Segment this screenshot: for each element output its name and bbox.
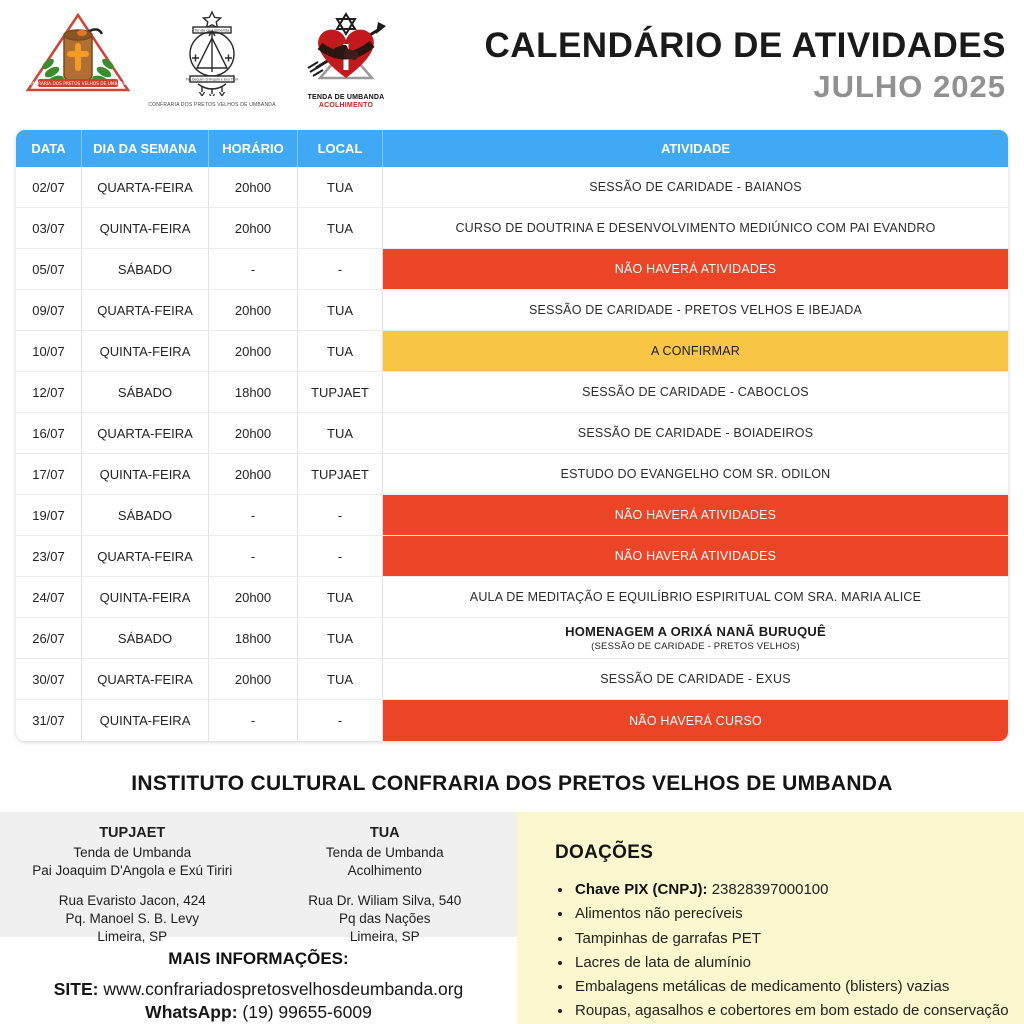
institute-title: INSTITUTO CULTURAL CONFRARIA DOS PRETOS VELHOS DE UMBANDA <box>131 772 893 795</box>
location-cell: TUA <box>298 331 383 372</box>
location-cell: TUPJAET <box>298 372 383 413</box>
table-row <box>16 372 1008 413</box>
weekday-cell: SÁBADO <box>82 372 209 413</box>
header <box>0 0 1024 118</box>
whatsapp-label: WhatsApp: <box>145 1002 238 1022</box>
date-cell: 30/07 <box>16 659 82 700</box>
weekday-cell: QUARTA-FEIRA <box>82 167 209 208</box>
date-cell: 16/07 <box>16 413 82 454</box>
location-cell: TUA <box>298 577 383 618</box>
time-cell: 20h00 <box>209 454 298 495</box>
venue-abbr: TUA <box>369 825 400 841</box>
table-row <box>16 618 1008 659</box>
activity-cell: SESSÃO DE CARIDADE - PRETOS VELHOS E IBEJADA <box>383 290 1008 331</box>
location-cell: - <box>298 536 383 577</box>
donation-item: • Lacres de lata de alumínio <box>573 951 1024 974</box>
date-cell: 12/07 <box>16 372 82 413</box>
page-subtitle: JULHO 2025 <box>813 68 1006 104</box>
table-row <box>16 208 1008 249</box>
date-cell: 09/07 <box>16 290 82 331</box>
date-cell: 10/07 <box>16 331 82 372</box>
donation-item: • Embalagens metálicas de medicamento (blisters) vazias <box>573 975 1024 998</box>
date-cell: 02/07 <box>16 167 82 208</box>
location-cell: TUA <box>298 618 383 659</box>
time-cell: 20h00 <box>209 577 298 618</box>
triangle-stump-icon <box>18 10 138 107</box>
date-cell: 17/07 <box>16 454 82 495</box>
table-row <box>16 495 1008 536</box>
date-cell: 03/07 <box>16 208 82 249</box>
date-cell: 05/07 <box>16 249 82 290</box>
weekday-cell: SÁBADO <box>82 618 209 659</box>
venue-line1: Tenda de Umbanda <box>73 844 192 860</box>
location-cell: TUA <box>298 413 383 454</box>
time-cell: 20h00 <box>209 659 298 700</box>
date-cell: 31/07 <box>16 700 82 741</box>
table-row <box>16 167 1008 208</box>
table-row <box>16 659 1008 700</box>
weekday-cell: QUARTA-FEIRA <box>82 290 209 331</box>
column-header-local: LOCAL <box>298 130 383 167</box>
venue-line2: Acolhimento <box>347 862 422 878</box>
column-header-atividade: ATIVIDADE <box>660 141 731 156</box>
location-cell: - <box>298 700 383 741</box>
venue-address2: Pq. Manoel S. B. Levy <box>65 911 200 927</box>
weekday-cell: SÁBADO <box>82 495 209 536</box>
weekday-cell: QUARTA-FEIRA <box>82 536 209 577</box>
donation-item: • Roupas, agasalhos e cobertores em bom estado de conservação <box>573 999 1024 1022</box>
ponto-banner-top: Tenda de Umbanda <box>194 28 230 33</box>
venue-address1: Rua Dr. Wiliam Silva, 540 <box>308 893 462 908</box>
time-cell: - <box>209 249 298 290</box>
venue-line2: Pai Joaquim D'Angola e Exú Tiriri <box>32 862 233 878</box>
time-cell: - <box>209 536 298 577</box>
weekday-cell: QUINTA-FEIRA <box>82 454 209 495</box>
ponto-riscado-icon <box>152 10 272 101</box>
site-label: SITE: <box>53 979 99 999</box>
venue-abbr: TUPJAET <box>99 825 166 841</box>
schedule-table-body <box>16 167 1008 741</box>
table-row <box>16 536 1008 577</box>
weekday-cell: QUINTA-FEIRA <box>82 208 209 249</box>
date-cell: 26/07 <box>16 618 82 659</box>
activity-cell: SESSÃO DE CARIDADE - BAIANOS <box>383 167 1008 208</box>
location-cell: TUA <box>298 659 383 700</box>
donations-heading: DOAÇÕES <box>555 842 654 863</box>
page-title: CALENDÁRIO DE ATIVIDADES <box>484 26 1006 65</box>
table-row <box>16 413 1008 454</box>
time-cell: - <box>209 495 298 536</box>
activity-cell: HOMENAGEM A ORIXÁ NANÃ BURUQUÊ (SESSÃO DE CARIDADE - PRETOS VELHOS) <box>383 618 1008 659</box>
weekday-cell: QUARTA-FEIRA <box>82 659 209 700</box>
donations-panel <box>517 812 1024 1024</box>
tenda-acolhimento-logo <box>282 10 410 109</box>
more-info-panel <box>0 937 517 1024</box>
table-header-row <box>16 130 1008 167</box>
column-header-data: DATA <box>16 130 82 167</box>
venues-panel <box>0 812 517 945</box>
activity-cell: SESSÃO DE CARIDADE - BOIADEIROS <box>383 413 1008 454</box>
time-cell: 20h00 <box>209 208 298 249</box>
whatsapp-line <box>0 1002 517 1023</box>
date-cell: 23/07 <box>16 536 82 577</box>
date-cell: 19/07 <box>16 495 82 536</box>
column-header-dia: DIA DA SEMANA <box>82 130 209 167</box>
location-cell: TUA <box>298 208 383 249</box>
activity-cell: A CONFIRMAR <box>383 331 1008 372</box>
activity-subtext: (SESSÃO DE CARIDADE - PRETOS VELHOS) <box>591 641 800 652</box>
confraria-triangle-logo <box>14 10 142 107</box>
weekday-cell: QUARTA-FEIRA <box>82 413 209 454</box>
table-row <box>16 577 1008 618</box>
time-cell: 18h00 <box>209 618 298 659</box>
table-row <box>16 249 1008 290</box>
title-block <box>485 10 1006 105</box>
time-cell: 20h00 <box>209 167 298 208</box>
location-cell: TUA <box>298 290 383 331</box>
table-row <box>16 700 1008 741</box>
site-url: www.confrariadospretosvelhosdeumbanda.org <box>103 979 464 999</box>
whatsapp-number: (19) 99655-6009 <box>242 1002 372 1022</box>
venue-tua <box>259 824 512 945</box>
weekday-cell: SÁBADO <box>82 249 209 290</box>
table-row <box>16 454 1008 495</box>
donation-item: • Alimentos não perecíveis <box>573 902 1024 925</box>
activity-cell: NÃO HAVERÁ ATIVIDADES <box>383 536 1008 577</box>
more-info-heading: MAIS INFORMAÇÕES: <box>168 949 349 968</box>
weekday-cell: QUINTA-FEIRA <box>82 700 209 741</box>
location-cell: - <box>298 495 383 536</box>
ponto-banner-bottom: Pai Joaquim D'Angola e Exú Tiriri <box>186 77 238 82</box>
venue-line1: Tenda de Umbanda <box>325 844 444 860</box>
footer <box>0 812 1024 1024</box>
logo-caption: TENDA DE UMBANDA <box>307 94 385 101</box>
activity-cell: CURSO DE DOUTRINA E DESENVOLVIMENTO MEDIÚNICO COM PAI EVANDRO <box>383 208 1008 249</box>
activity-cell: AULA DE MEDITAÇÃO E EQUILÍBRIO ESPIRITUAL COM SRA. MARIA ALICE <box>383 577 1008 618</box>
weekday-cell: QUINTA-FEIRA <box>82 331 209 372</box>
table-row <box>16 290 1008 331</box>
location-cell: - <box>298 249 383 290</box>
activity-cell: NÃO HAVERÁ ATIVIDADES <box>383 249 1008 290</box>
site-line <box>0 979 517 1000</box>
date-cell: 24/07 <box>16 577 82 618</box>
logo-caption: CONFRARIA DOS PRETOS VELHOS DE UMBANDA <box>148 102 276 108</box>
donations-list <box>573 878 1024 1023</box>
activity-cell: NÃO HAVERÁ ATIVIDADES <box>383 495 1008 536</box>
time-cell: 20h00 <box>209 331 298 372</box>
activity-cell: SESSÃO DE CARIDADE - EXUS <box>383 659 1008 700</box>
donation-item: • Tampinhas de garrafas PET <box>573 927 1024 950</box>
activity-cell: SESSÃO DE CARIDADE - CABOCLOS <box>383 372 1008 413</box>
weekday-cell: QUINTA-FEIRA <box>82 577 209 618</box>
time-cell: 20h00 <box>209 413 298 454</box>
footer-left <box>0 812 517 1024</box>
time-cell: 18h00 <box>209 372 298 413</box>
activity-cell: ESTUDO DO EVANGELHO COM SR. ODILON <box>383 454 1008 495</box>
venue-tupjaet <box>6 824 259 945</box>
logo-subcaption: ACOLHIMENTO <box>318 102 374 109</box>
time-cell: - <box>209 700 298 741</box>
heart-arrow-icon <box>286 10 406 93</box>
svg-text:CONFRARIA DOS PRETOS VELHOS DE: CONFRARIA DOS PRETOS VELHOS DE UMBANDA <box>26 82 130 87</box>
location-cell: TUA <box>298 167 383 208</box>
venue-address1: Rua Evaristo Jacon, 424 <box>58 893 206 908</box>
venue-address3: Limeira, SP <box>349 929 420 945</box>
location-cell: TUPJAET <box>298 454 383 495</box>
donation-item: • Chave PIX (CNPJ): 23828397000100 <box>573 878 1024 901</box>
schedule-table <box>16 130 1008 741</box>
activity-cell: NÃO HAVERÁ CURSO <box>383 700 1008 741</box>
time-cell: 20h00 <box>209 290 298 331</box>
venue-address2: Pq das Nações <box>338 911 431 927</box>
table-row <box>16 331 1008 372</box>
venue-address3: Limeira, SP <box>97 929 168 945</box>
logo-group <box>14 10 410 109</box>
column-header-horario: HORÁRIO <box>209 130 298 167</box>
confraria-ponto-logo <box>148 10 276 108</box>
